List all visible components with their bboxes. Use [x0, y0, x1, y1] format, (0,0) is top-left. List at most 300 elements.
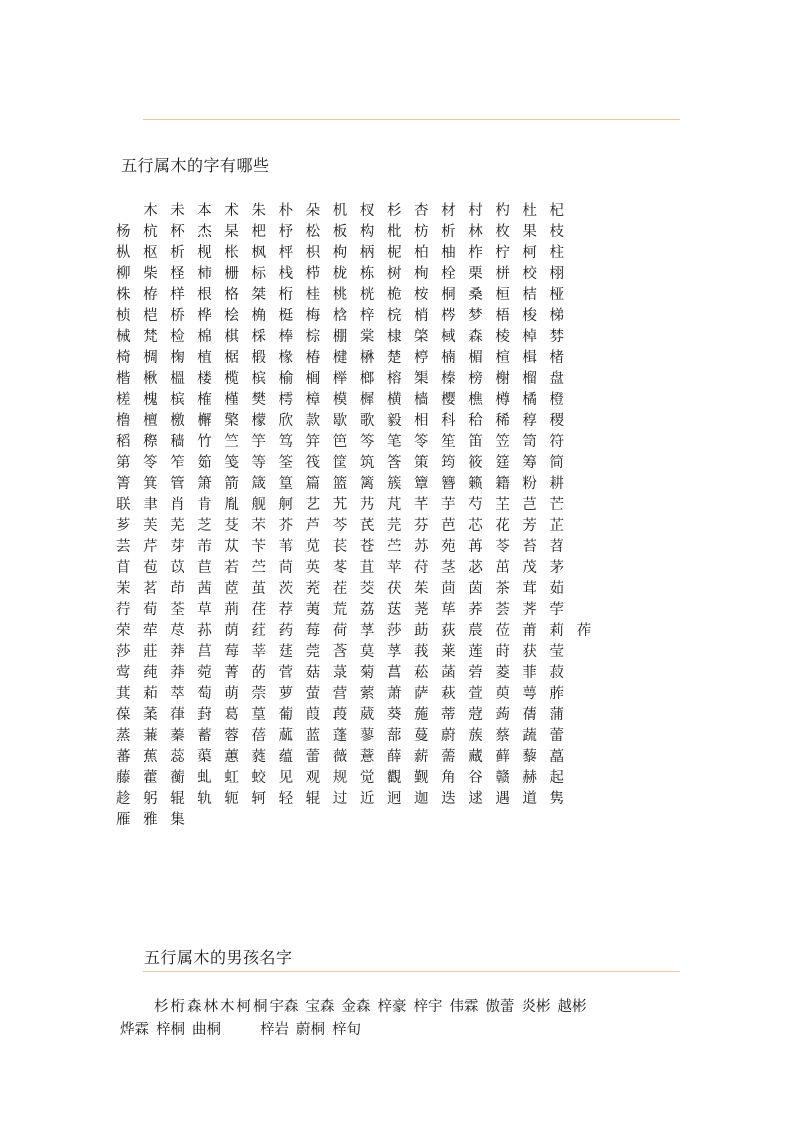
- character: 荣: [116, 623, 131, 639]
- character: 茉: [116, 581, 131, 597]
- character: 芫: [386, 518, 402, 534]
- character: 蔡: [495, 728, 510, 744]
- character: 梧: [495, 308, 510, 324]
- character: 谷: [468, 770, 483, 786]
- char-row: [116, 474, 688, 495]
- character: 辊: [305, 791, 321, 807]
- character: 棫: [441, 329, 456, 345]
- character: 筨: [386, 455, 402, 471]
- character: 薛: [386, 749, 402, 765]
- character: 枚: [495, 224, 510, 240]
- character: 榭: [495, 371, 510, 387]
- character: 箐: [116, 476, 131, 492]
- character: 芗: [116, 518, 131, 534]
- character: 构: [359, 224, 375, 240]
- character: 箴: [251, 476, 266, 492]
- character: 觉: [359, 770, 375, 786]
- character: 榕: [386, 371, 402, 387]
- character: 莓: [305, 623, 321, 639]
- character: 苔: [522, 539, 537, 555]
- character: 茴: [441, 581, 456, 597]
- character: 未: [170, 203, 185, 219]
- character: 芾: [197, 539, 212, 555]
- character: 虬: [197, 770, 212, 786]
- character: 簇: [386, 476, 402, 492]
- character: 杯: [170, 224, 185, 240]
- top-divider: [143, 119, 680, 120]
- character: 枢: [143, 245, 158, 261]
- character: 箕: [143, 476, 158, 492]
- character: 茺: [305, 581, 321, 597]
- character: 箫: [197, 476, 212, 492]
- character: 迦: [414, 791, 429, 807]
- character: 菪: [468, 665, 483, 681]
- character: 术: [224, 203, 239, 219]
- character: 艺: [305, 497, 321, 513]
- character: 苌: [332, 539, 348, 555]
- character: 茱: [414, 581, 429, 597]
- character: 轻: [278, 791, 294, 807]
- character: 桑: [468, 287, 483, 303]
- character: 蘅: [170, 770, 185, 786]
- character: 芭: [441, 518, 456, 534]
- char-row: [116, 810, 688, 831]
- character: 萄: [197, 686, 212, 702]
- character: 筐: [332, 455, 348, 471]
- character: 篮: [332, 476, 348, 492]
- character: 楟: [414, 350, 429, 366]
- character: 蕙: [224, 749, 239, 765]
- character: 莩: [359, 623, 375, 639]
- character: 萌: [224, 686, 239, 702]
- character: 栗: [468, 266, 483, 282]
- character: 析: [170, 245, 185, 261]
- character: 梣: [441, 308, 456, 324]
- character: 茂: [522, 560, 537, 576]
- character: 茗: [143, 581, 158, 597]
- character: 荒: [332, 602, 348, 618]
- char-row: [116, 789, 688, 810]
- character: 舰: [251, 497, 266, 513]
- character: 稕: [522, 413, 537, 429]
- character: 荟: [495, 602, 510, 618]
- character: 树: [386, 266, 402, 282]
- character: 菲: [522, 665, 537, 681]
- char-row: [116, 726, 688, 747]
- character: 苎: [386, 539, 402, 555]
- char-row: [116, 768, 688, 789]
- character: 橘: [522, 392, 537, 408]
- character: 莫: [359, 644, 375, 660]
- character: 藤: [116, 770, 131, 786]
- character: 联: [116, 497, 131, 513]
- character: 芣: [251, 518, 266, 534]
- name-item: 宇森: [269, 999, 299, 1015]
- character: 莱: [441, 644, 456, 660]
- character: 茸: [522, 581, 537, 597]
- character: 篁: [278, 476, 294, 492]
- character: 栊: [332, 266, 348, 282]
- character: 棹: [522, 329, 537, 345]
- character: 茹: [549, 581, 564, 597]
- character: 穄: [143, 434, 158, 450]
- character: 辊: [170, 791, 185, 807]
- character: 茶: [495, 581, 510, 597]
- character: 检: [170, 329, 185, 345]
- character: 桥: [170, 308, 185, 324]
- character: 筠: [441, 455, 456, 471]
- character: 蒂: [441, 707, 456, 723]
- character: 蓬: [332, 728, 348, 744]
- name-item: 伟霖: [449, 999, 479, 1015]
- character: 芹: [143, 539, 158, 555]
- character: 檄: [170, 413, 185, 429]
- character: 菁: [224, 665, 239, 681]
- character: 杲: [224, 224, 239, 240]
- name-item: 柯: [236, 999, 251, 1015]
- character: 苹: [386, 560, 402, 576]
- character: 隽: [549, 791, 564, 807]
- character: 榈: [305, 371, 321, 387]
- character: 栒: [414, 266, 429, 282]
- boy-names-list: [120, 994, 690, 1040]
- character: 枝: [549, 224, 564, 240]
- character: 笭: [414, 434, 429, 450]
- character: 桐: [441, 287, 456, 303]
- character: 莹: [549, 644, 564, 660]
- character: 栫: [143, 287, 158, 303]
- character: 梢: [414, 308, 429, 324]
- character: 蕊: [170, 749, 185, 765]
- character: 材: [441, 203, 456, 219]
- character: 荩: [170, 623, 185, 639]
- character: 樽: [495, 392, 510, 408]
- character: 枫: [251, 245, 266, 261]
- character: 芏: [495, 497, 510, 513]
- character: 桠: [549, 287, 564, 303]
- character: 樱: [441, 392, 456, 408]
- character: 苘: [278, 560, 294, 576]
- character: 椈: [170, 350, 185, 366]
- character: 楦: [495, 350, 510, 366]
- character: 苏: [414, 539, 429, 555]
- character: 茨: [278, 581, 294, 597]
- character: 萱: [468, 686, 483, 702]
- character: 椐: [224, 350, 239, 366]
- character: 楫: [522, 350, 537, 366]
- character: 柿: [197, 266, 212, 282]
- character: 枳: [305, 245, 321, 261]
- character: 苁: [224, 539, 239, 555]
- character: 莛: [278, 644, 294, 660]
- character: 簪: [441, 476, 456, 492]
- character: 菽: [549, 665, 564, 681]
- character: 柄: [359, 245, 375, 261]
- character: 荫: [224, 623, 239, 639]
- character: 筳: [495, 455, 510, 471]
- character: 桂: [305, 287, 321, 303]
- character: 棋: [224, 329, 239, 345]
- character: 样: [170, 287, 185, 303]
- character: 莉: [549, 623, 564, 639]
- character: 笙: [441, 434, 456, 450]
- character: 析: [441, 224, 456, 240]
- character: 芋: [441, 497, 456, 513]
- character: 莪: [414, 644, 429, 660]
- character: 营: [332, 686, 348, 702]
- name-item: 梓豪: [377, 999, 407, 1015]
- char-row: [116, 390, 688, 411]
- character: 桃: [332, 287, 348, 303]
- character: 苡: [170, 560, 185, 576]
- name-row: [120, 1017, 690, 1040]
- character: 茯: [386, 581, 402, 597]
- character: 轨: [197, 791, 212, 807]
- character: 茝: [224, 581, 239, 597]
- character: 篱: [359, 476, 375, 492]
- character: 欣: [278, 413, 294, 429]
- character: 榄: [224, 371, 239, 387]
- character: 藿: [143, 770, 158, 786]
- character: 萗: [251, 686, 266, 702]
- character: 梓: [359, 308, 375, 324]
- character: 蓝: [305, 728, 321, 744]
- character: 槎: [116, 392, 131, 408]
- character: 萝: [278, 686, 294, 702]
- name-item: 梓旬: [332, 1022, 361, 1038]
- name-item: 傲蕾: [485, 999, 515, 1015]
- character-grid: [116, 201, 688, 831]
- character: 蒲: [549, 707, 564, 723]
- character: 芃: [386, 497, 402, 513]
- character: 芳: [522, 518, 537, 534]
- character: 杼: [278, 224, 294, 240]
- character: 苎: [251, 560, 266, 576]
- name-item: 木: [220, 999, 235, 1015]
- character: 草: [197, 602, 212, 618]
- character: 萩: [441, 686, 456, 702]
- name-item: 蔚桐: [296, 1022, 325, 1038]
- character: 莓: [224, 644, 239, 660]
- character: 稀: [495, 413, 510, 429]
- character: 蒟: [495, 707, 510, 723]
- character: 棣: [386, 329, 402, 345]
- name-item: 越彬: [557, 999, 587, 1015]
- character: 榜: [468, 371, 483, 387]
- character: 相: [414, 413, 429, 429]
- character: 英: [305, 560, 321, 576]
- character: 肖: [170, 497, 185, 513]
- character: 蓄: [197, 728, 212, 744]
- character: 若: [224, 560, 239, 576]
- character: 稷: [549, 413, 564, 429]
- character: 机: [332, 203, 348, 219]
- character: 樯: [414, 392, 429, 408]
- character: 莎: [386, 623, 402, 639]
- character: 艽: [332, 497, 348, 513]
- character: 芽: [170, 539, 185, 555]
- character: 躬: [143, 791, 158, 807]
- character: 木: [143, 203, 158, 219]
- character: 荪: [197, 623, 212, 639]
- character: 梯: [549, 308, 564, 324]
- character: 稻: [116, 434, 131, 450]
- char-row: [116, 495, 688, 516]
- character: 获: [522, 644, 537, 660]
- character: 苇: [278, 539, 294, 555]
- character: 茜: [197, 581, 212, 597]
- character: 朴: [278, 203, 294, 219]
- character: 菂: [251, 665, 266, 681]
- character: 芷: [549, 518, 564, 534]
- character: 赫: [522, 770, 537, 786]
- char-row: [116, 684, 688, 705]
- name-item: 桐: [253, 999, 268, 1015]
- character: 蒨: [522, 707, 537, 723]
- character: 柅: [386, 245, 402, 261]
- character: 笃: [278, 434, 294, 450]
- section-heading-wood-characters: 五行属木的字有哪些: [121, 156, 270, 175]
- character: 棚: [332, 329, 348, 345]
- character: 莞: [305, 644, 321, 660]
- character: 枞: [116, 245, 131, 261]
- character: 杨: [116, 224, 131, 240]
- character: 觐: [414, 770, 429, 786]
- character: 荇: [116, 602, 131, 618]
- character: 桅: [386, 287, 402, 303]
- character: 柱: [549, 245, 564, 261]
- character: 笒: [359, 434, 375, 450]
- character: 芪: [359, 518, 375, 534]
- character: 杜: [522, 203, 537, 219]
- character: 菅: [278, 665, 294, 681]
- character: 笆: [332, 434, 348, 450]
- character: 雅: [143, 812, 158, 828]
- character: 箭: [224, 476, 239, 492]
- character: 杏: [414, 203, 429, 219]
- character: 肯: [197, 497, 212, 513]
- char-row: [116, 558, 688, 579]
- character: 莼: [143, 665, 158, 681]
- character: 葮: [332, 707, 348, 723]
- character: 檠: [224, 413, 239, 429]
- character: 横: [386, 392, 402, 408]
- character: 柏: [414, 245, 429, 261]
- character: 道: [522, 791, 537, 807]
- character: 椴: [251, 350, 266, 366]
- character: 檀: [143, 413, 158, 429]
- character: 桔: [522, 287, 537, 303]
- char-row: [116, 705, 688, 726]
- character: 莒: [197, 644, 212, 660]
- character: 葡: [278, 707, 294, 723]
- character: 枨: [224, 245, 239, 261]
- character: 榔: [359, 371, 375, 387]
- character: 篇: [305, 476, 321, 492]
- character: 蒄: [468, 707, 483, 723]
- character: 葎: [170, 707, 185, 723]
- character: 莅: [495, 623, 510, 639]
- character: 荭: [251, 623, 266, 639]
- character: 苓: [495, 539, 510, 555]
- character: 柞: [468, 245, 483, 261]
- character: 茅: [549, 560, 564, 576]
- character: 棉: [197, 329, 212, 345]
- character: 柳: [116, 266, 131, 282]
- character: 见: [278, 770, 294, 786]
- character: 莀: [468, 623, 483, 639]
- character: 蒹: [143, 728, 158, 744]
- character: 起: [549, 770, 564, 786]
- character: 荑: [305, 602, 321, 618]
- section-heading-boy-names: 五行属木的男孩名字: [144, 948, 293, 967]
- character: 柴: [143, 266, 158, 282]
- character: 苣: [197, 560, 212, 576]
- character: 规: [332, 770, 348, 786]
- character: 遇: [495, 791, 510, 807]
- character: 梡: [386, 308, 402, 324]
- character: 荏: [251, 602, 266, 618]
- character: 葭: [305, 707, 321, 723]
- character: 楙: [359, 350, 375, 366]
- character: 粉: [522, 476, 537, 492]
- character: 莲: [468, 644, 483, 660]
- character: 杰: [197, 224, 212, 240]
- character: 茵: [468, 581, 483, 597]
- character: 芩: [332, 518, 348, 534]
- character: 苴: [359, 560, 375, 576]
- character: 耕: [549, 476, 564, 492]
- character: 棕: [305, 329, 321, 345]
- name-item: 炎彬: [521, 999, 551, 1015]
- character: 蕾: [305, 749, 321, 765]
- character: 迭: [441, 791, 456, 807]
- character: 栋: [359, 266, 375, 282]
- character: 苳: [332, 560, 348, 576]
- character: 筹: [522, 455, 537, 471]
- name-item: 梓宇: [413, 999, 443, 1015]
- character: 菱: [495, 665, 510, 681]
- character: 蓼: [359, 728, 375, 744]
- character: 莳: [495, 644, 510, 660]
- character: 艿: [359, 497, 375, 513]
- character: 茚: [170, 581, 185, 597]
- character: 朱: [251, 203, 266, 219]
- name-row: [120, 994, 690, 1017]
- character: 榴: [522, 371, 537, 387]
- character: 桧: [224, 308, 239, 324]
- character: 榉: [332, 371, 348, 387]
- character: 荃: [170, 602, 185, 618]
- name-item: 烨霖: [120, 1022, 149, 1038]
- character: 桁: [278, 287, 294, 303]
- character: 椆: [143, 350, 158, 366]
- character: 笥: [522, 434, 537, 450]
- character: 杭: [143, 224, 158, 240]
- character: 株: [116, 287, 131, 303]
- character: 歇: [332, 413, 348, 429]
- character: 榛: [441, 371, 456, 387]
- character: 蔬: [522, 728, 537, 744]
- character: 藓: [495, 749, 510, 765]
- character: 笄: [305, 434, 321, 450]
- name-item: 金森: [341, 999, 371, 1015]
- character: 椿: [305, 350, 321, 366]
- character: 秴: [468, 413, 483, 429]
- character: 栉: [305, 266, 321, 282]
- character: 栅: [224, 266, 239, 282]
- character: 檞: [197, 413, 212, 429]
